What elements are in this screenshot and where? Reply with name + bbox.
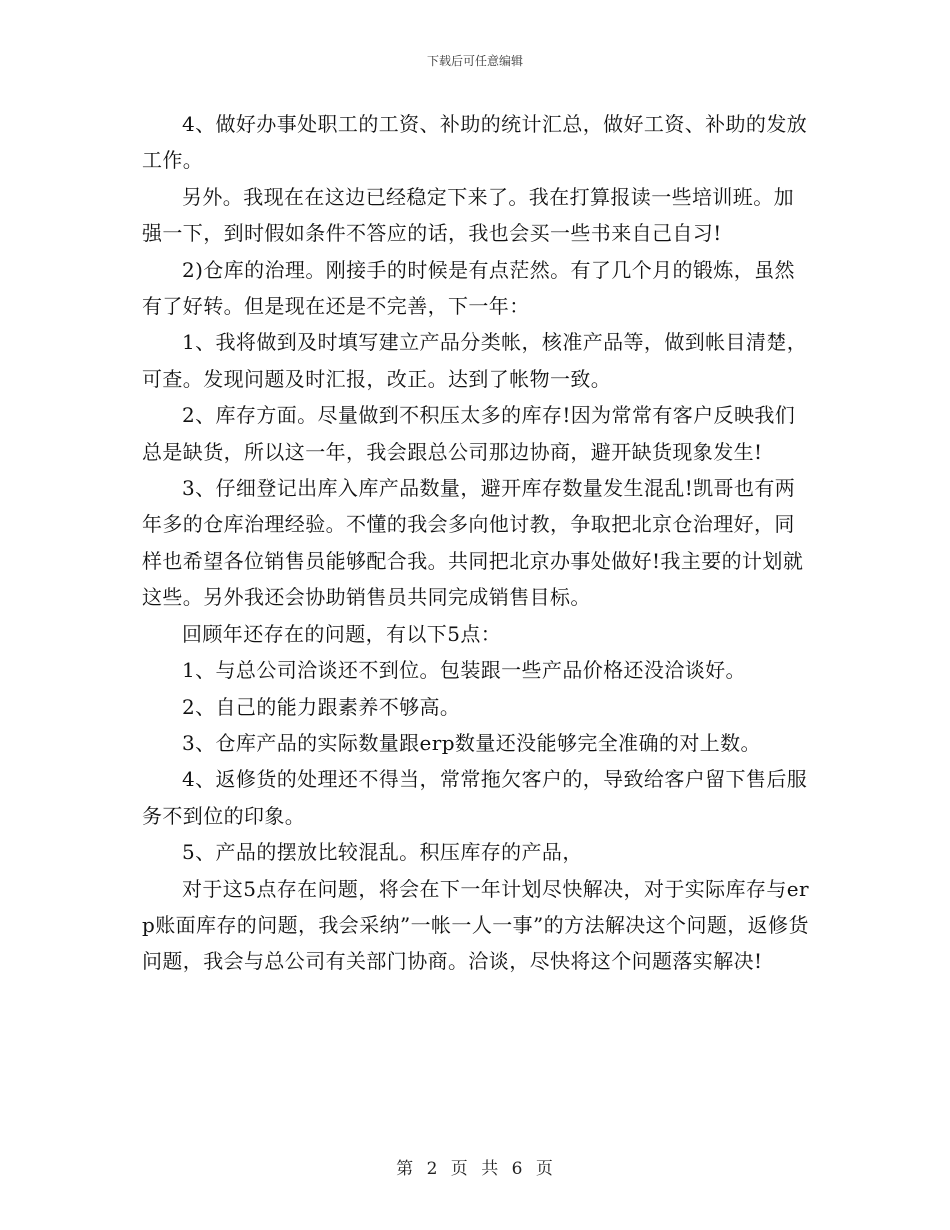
paragraph: 回顾年还存在的问题，有以下5点： (182, 621, 502, 646)
paragraph: 4、做好办事处职工的工资、补助的统计汇总，做好工资、补助的发放工作。 (142, 112, 808, 173)
paragraph: 对于这5点存在问题，将会在下一年计划尽快解决，对于实际库存与erp账面库存的问题，我会采纳”一帐一人一事”的方法解决这个问题，返修货问题，我会与总公司有关部门协商。洽谈，尽快将这个问题落实解决! (142, 876, 809, 974)
paragraph: 另外。我现在在这边已经稳定下来了。我在打算报读一些培训班。加强一下，到时假如条件不答应的话，我也会买一些书来自己自习! (142, 184, 794, 246)
page-number-footer: 第 2 页 共 6 页 (396, 1159, 554, 1179)
paragraph: 1、与总公司洽谈还不到位。包装跟一些产品价格还没洽谈好。 (182, 658, 746, 683)
paragraph: 3、仔细登记出库入库产品数量，避开库存数量发生混乱!凯哥也有两年多的仓库治理经验。不懂的我会多向他讨教，争取把北京仓治理好，同样也希望各位销售员能够配合我。共同把北京办事处做好!我主要的计划就这些。另外我还会协助销售员共同完成销售目标。 (142, 476, 804, 610)
paragraph: 5、产品的摆放比较混乱。积压库存的产品， (182, 840, 583, 865)
paragraph: 2、库存方面。尽量做到不积压太多的库存!因为常常有客户反映我们总是缺货，所以这一年，我会跟总公司那边协商，避开缺货现象发生! (142, 403, 796, 464)
paragraph: 2)仓库的治理。刚接手的时候是有点茫然。有了几个月的锻炼，虽然有了好转。但是现在还是不完善，下一年： (142, 257, 795, 319)
paragraph: 3、仓库产品的实际数量跟erp数量还没能够完全准确的对上数。 (182, 730, 761, 755)
paragraph: 4、返修货的处理还不得当，常常拖欠客户的，导致给客户留下售后服务不到位的印象。 (142, 767, 808, 828)
page-header: 下载后可任意编辑 (426, 54, 523, 68)
paragraph: 1、我将做到及时填写建立产品分类帐，核准产品等，做到帐目清楚，可查。发现问题及时汇报，改正。达到了帐物一致。 (142, 330, 808, 391)
document-body (142, 106, 812, 980)
paragraph: 2、自己的能力跟素养不够高。 (182, 694, 461, 719)
